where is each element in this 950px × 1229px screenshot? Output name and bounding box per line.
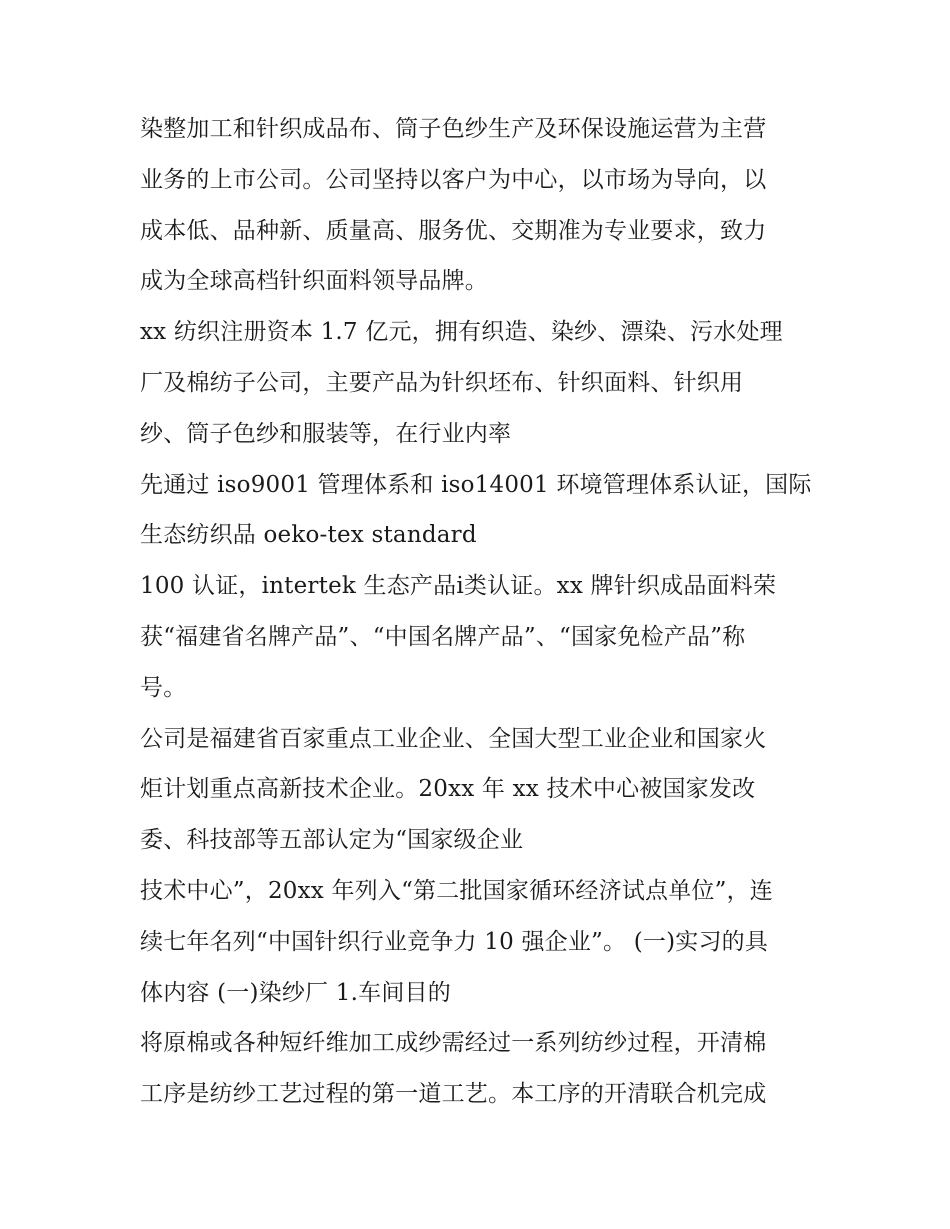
- text-line: 号。: [140, 674, 187, 701]
- text-line: 纱、筒子色纱和服装等，在行业内率: [140, 420, 512, 447]
- text-line: 业务的上市公司。公司坚持以客户为中心，以市场为导向，以: [140, 166, 767, 193]
- text-line: 委、科技部等五部认定为“国家级企业: [140, 827, 524, 854]
- text-line: 体内容 (一)染纱厂 1.车间目的: [140, 979, 451, 1006]
- text-line: 先通过 iso9001 管理体系和 iso14001 环境管理体系认证，国际: [140, 471, 812, 498]
- text-line: 技术中心”，20xx 年列入“第二批国家循环经济试点单位”，连: [140, 877, 773, 904]
- text-line: 将原棉或各种短纤维加工成纱需经过一系列纺纱过程，开清棉: [140, 1030, 767, 1057]
- text-line: 公司是福建省百家重点工业企业、全国大型工业企业和国家火: [140, 725, 767, 752]
- text-line: 染整加工和针织成品布、筒子色纱生产及环保设施运营为主营: [140, 116, 767, 142]
- body-text: [140, 104, 830, 1120]
- text-line: 续七年名列“中国针织行业竞争力 10 强企业”。 (一)实习的具: [140, 928, 769, 955]
- text-line: 生态纺织品 oeko-tex standard: [140, 522, 477, 549]
- text-line: 成本低、品种新、质量高、服务优、交期准为专业要求，致力: [140, 217, 767, 244]
- text-line: 获“福建省名牌产品”、“中国名牌产品”、“国家免检产品”称: [140, 623, 746, 650]
- text-line: 工序是纺纱工艺过程的第一道工艺。本工序的开清联合机完成: [140, 1081, 767, 1108]
- text-line: 成为全球高档针织面料领导品牌。: [140, 268, 488, 295]
- text-line: 100 认证，intertek 生态产品ⅰ类认证。xx 牌针织成品面料荣: [140, 573, 777, 600]
- text-line: 厂及棉纺子公司，主要产品为针织坯布、针织面料、针织用: [140, 369, 744, 396]
- text-line: 炬计划重点高新技术企业。20xx 年 xx 技术中心被国家发改: [140, 776, 756, 803]
- text-line: xx 纺织注册资本 1.7 亿元，拥有织造、染纱、漂染、污水处理: [140, 319, 783, 346]
